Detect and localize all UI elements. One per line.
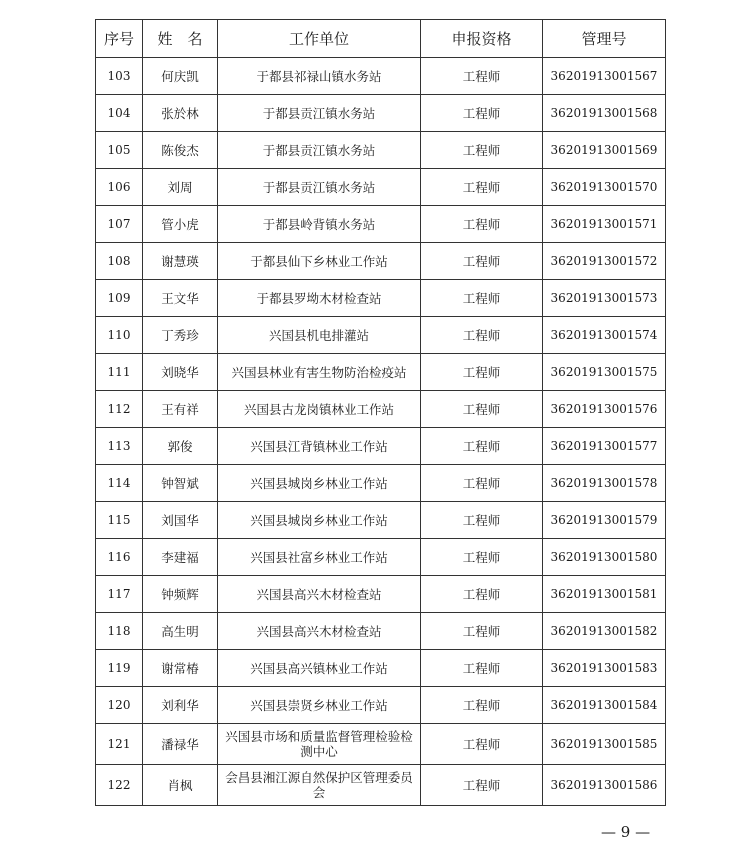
table-body (96, 58, 666, 806)
cell-qualification: 工程师 (421, 765, 543, 806)
cell-work-unit: 于都县仙下乡林业工作站 (218, 243, 421, 280)
cell-management-number: 36201913001568 (543, 95, 666, 132)
cell-serial-number: 115 (96, 502, 143, 539)
cell-management-number: 36201913001573 (543, 280, 666, 317)
cell-work-unit: 兴国县市场和质量监督管理检验检测中心 (218, 724, 421, 765)
cell-serial-number: 103 (96, 58, 143, 95)
cell-work-unit: 于都县罗坳木材检查站 (218, 280, 421, 317)
table-row (96, 243, 666, 280)
cell-name: 张於林 (143, 95, 218, 132)
cell-qualification: 工程师 (421, 687, 543, 724)
table-row (96, 354, 666, 391)
cell-qualification: 工程师 (421, 391, 543, 428)
cell-serial-number: 105 (96, 132, 143, 169)
personnel-table (95, 19, 666, 806)
cell-name: 潘禄华 (143, 724, 218, 765)
cell-name: 刘国华 (143, 502, 218, 539)
table-row (96, 206, 666, 243)
cell-qualification: 工程师 (421, 280, 543, 317)
cell-qualification: 工程师 (421, 576, 543, 613)
cell-work-unit: 兴国县崇贤乡林业工作站 (218, 687, 421, 724)
cell-work-unit: 兴国县社富乡林业工作站 (218, 539, 421, 576)
cell-management-number: 36201913001584 (543, 687, 666, 724)
cell-qualification: 工程师 (421, 502, 543, 539)
cell-work-unit: 兴国县高兴镇林业工作站 (218, 650, 421, 687)
cell-name: 钟智斌 (143, 465, 218, 502)
cell-qualification: 工程师 (421, 650, 543, 687)
cell-name: 陈俊杰 (143, 132, 218, 169)
cell-work-unit: 于都县贡江镇水务站 (218, 169, 421, 206)
cell-serial-number: 118 (96, 613, 143, 650)
header-qualification: 申报资格 (421, 20, 543, 58)
cell-name: 郭俊 (143, 428, 218, 465)
table-row (96, 502, 666, 539)
header-serial-number: 序号 (96, 20, 143, 58)
cell-serial-number: 116 (96, 539, 143, 576)
table-row (96, 465, 666, 502)
cell-management-number: 36201913001583 (543, 650, 666, 687)
cell-work-unit: 于都县岭背镇水务站 (218, 206, 421, 243)
cell-serial-number: 121 (96, 724, 143, 765)
cell-serial-number: 106 (96, 169, 143, 206)
cell-qualification: 工程师 (421, 169, 543, 206)
cell-serial-number: 111 (96, 354, 143, 391)
cell-work-unit: 于都县贡江镇水务站 (218, 95, 421, 132)
cell-management-number: 36201913001567 (543, 58, 666, 95)
cell-qualification: 工程师 (421, 428, 543, 465)
table-row (96, 765, 666, 806)
cell-work-unit: 兴国县江背镇林业工作站 (218, 428, 421, 465)
table-row (96, 650, 666, 687)
cell-name: 王有祥 (143, 391, 218, 428)
cell-name: 刘周 (143, 169, 218, 206)
cell-work-unit: 兴国县机电排灌站 (218, 317, 421, 354)
page-number: — 9 — (601, 823, 651, 841)
cell-work-unit: 兴国县高兴木材检查站 (218, 576, 421, 613)
cell-serial-number: 117 (96, 576, 143, 613)
cell-serial-number: 112 (96, 391, 143, 428)
cell-management-number: 36201913001570 (543, 169, 666, 206)
cell-name: 刘晓华 (143, 354, 218, 391)
header-management-number: 管理号 (543, 20, 666, 58)
cell-management-number: 36201913001579 (543, 502, 666, 539)
cell-serial-number: 113 (96, 428, 143, 465)
cell-management-number: 36201913001571 (543, 206, 666, 243)
cell-qualification: 工程师 (421, 206, 543, 243)
cell-name: 管小虎 (143, 206, 218, 243)
cell-serial-number: 122 (96, 765, 143, 806)
cell-work-unit: 于都县祁禄山镇水务站 (218, 58, 421, 95)
cell-qualification: 工程师 (421, 539, 543, 576)
cell-qualification: 工程师 (421, 317, 543, 354)
table-row (96, 169, 666, 206)
cell-qualification: 工程师 (421, 465, 543, 502)
cell-work-unit: 兴国县高兴木材检查站 (218, 613, 421, 650)
cell-serial-number: 114 (96, 465, 143, 502)
cell-serial-number: 107 (96, 206, 143, 243)
cell-management-number: 36201913001581 (543, 576, 666, 613)
table-row (96, 539, 666, 576)
cell-work-unit: 会昌县湘江源自然保护区管理委员会 (218, 765, 421, 806)
table-row (96, 391, 666, 428)
cell-name: 刘利华 (143, 687, 218, 724)
cell-work-unit: 兴国县林业有害生物防治检疫站 (218, 354, 421, 391)
table-row (96, 687, 666, 724)
cell-name: 李建福 (143, 539, 218, 576)
cell-management-number: 36201913001586 (543, 765, 666, 806)
table-row (96, 317, 666, 354)
cell-name: 王文华 (143, 280, 218, 317)
cell-management-number: 36201913001569 (543, 132, 666, 169)
cell-qualification: 工程师 (421, 243, 543, 280)
table-row (96, 132, 666, 169)
cell-work-unit: 兴国县城岗乡林业工作站 (218, 502, 421, 539)
table-row (96, 58, 666, 95)
table-header-row (96, 20, 666, 58)
cell-name: 肖枫 (143, 765, 218, 806)
cell-name: 何庆凯 (143, 58, 218, 95)
cell-qualification: 工程师 (421, 354, 543, 391)
cell-serial-number: 120 (96, 687, 143, 724)
cell-name: 高生明 (143, 613, 218, 650)
cell-management-number: 36201913001585 (543, 724, 666, 765)
cell-serial-number: 108 (96, 243, 143, 280)
cell-name: 谢慧瑛 (143, 243, 218, 280)
cell-work-unit: 兴国县城岗乡林业工作站 (218, 465, 421, 502)
cell-name: 丁秀珍 (143, 317, 218, 354)
cell-management-number: 36201913001572 (543, 243, 666, 280)
cell-name: 谢常椿 (143, 650, 218, 687)
cell-management-number: 36201913001576 (543, 391, 666, 428)
cell-serial-number: 110 (96, 317, 143, 354)
cell-qualification: 工程师 (421, 613, 543, 650)
table-row (96, 613, 666, 650)
cell-work-unit: 于都县贡江镇水务站 (218, 132, 421, 169)
cell-serial-number: 104 (96, 95, 143, 132)
cell-management-number: 36201913001578 (543, 465, 666, 502)
table-row (96, 280, 666, 317)
cell-management-number: 36201913001580 (543, 539, 666, 576)
table-row (96, 576, 666, 613)
cell-qualification: 工程师 (421, 58, 543, 95)
cell-management-number: 36201913001582 (543, 613, 666, 650)
cell-qualification: 工程师 (421, 132, 543, 169)
cell-name: 钟频辉 (143, 576, 218, 613)
cell-serial-number: 119 (96, 650, 143, 687)
cell-management-number: 36201913001577 (543, 428, 666, 465)
cell-serial-number: 109 (96, 280, 143, 317)
cell-management-number: 36201913001575 (543, 354, 666, 391)
cell-qualification: 工程师 (421, 724, 543, 765)
header-work-unit: 工作单位 (218, 20, 421, 58)
header-name: 姓 名 (143, 20, 218, 58)
cell-management-number: 36201913001574 (543, 317, 666, 354)
table-row (96, 428, 666, 465)
table-row (96, 95, 666, 132)
cell-work-unit: 兴国县古龙岗镇林业工作站 (218, 391, 421, 428)
cell-qualification: 工程师 (421, 95, 543, 132)
table-row (96, 724, 666, 765)
